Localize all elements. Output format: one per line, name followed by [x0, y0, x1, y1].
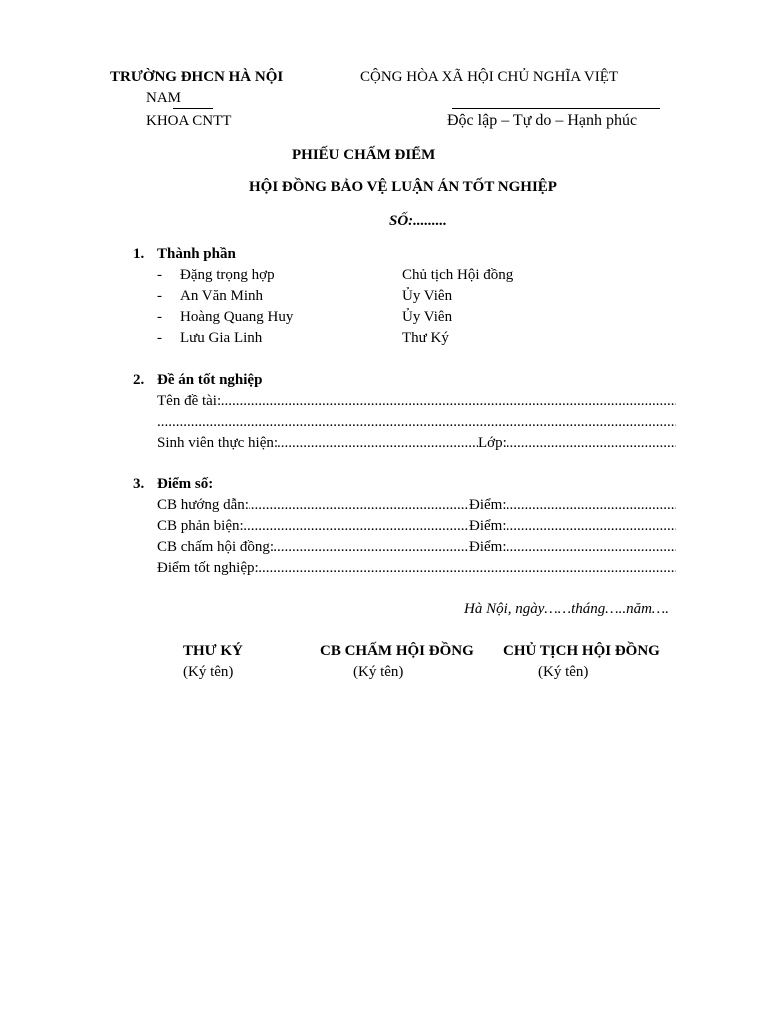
- school-name: TRƯỜNG ĐHCN HÀ NỘI: [110, 69, 284, 85]
- member-dash: -: [157, 288, 162, 304]
- section1-number: 1.: [133, 246, 145, 262]
- member-dash: -: [157, 267, 162, 283]
- section2-heading: Đề án tốt nghiệp: [157, 372, 263, 388]
- topic-label: Tên đề tài:: [157, 393, 222, 409]
- form-number: SỐ:.........: [389, 213, 447, 229]
- date-line: Hà Nội, ngày……tháng…..năm….: [464, 601, 670, 617]
- signature-secretary-title: THƯ KÝ: [183, 643, 243, 659]
- member-role: Ủy Viên: [402, 309, 453, 325]
- score-row-label: CB hướng dẫn:: [157, 497, 249, 513]
- member-role: Chủ tịch Hội đồng: [402, 267, 514, 283]
- signature-examiner-title: CB CHẤM HỘI ĐỒNG: [320, 643, 474, 659]
- nation-name-line1: CỘNG HÒA XÃ HỘI CHỦ NGHĨA VIỆT: [360, 69, 619, 85]
- topic-fill-line[interactable]: [157, 392, 676, 410]
- student-label: Sinh viên thực hiện:: [157, 435, 279, 451]
- signature-chair-note: (Ký tên): [538, 664, 589, 680]
- section3-number: 3.: [133, 476, 145, 492]
- council-title: HỘI ĐỒNG BẢO VỆ LUẬN ÁN TỐT NGHIỆP: [249, 179, 557, 195]
- signature-examiner-note: (Ký tên): [353, 664, 404, 680]
- section2-number: 2.: [133, 372, 145, 388]
- section1-heading: Thành phần: [157, 246, 236, 262]
- signature-secretary-note: (Ký tên): [183, 664, 234, 680]
- signature-chair-title: CHỦ TỊCH HỘI ĐỒNG: [503, 643, 660, 659]
- faculty-name: KHOA CNTT: [146, 113, 232, 129]
- final-score-label: Điểm tốt nghiệp:: [157, 560, 259, 576]
- topic-fill-line-2[interactable]: [157, 413, 676, 431]
- nation-name-line2: NAM: [146, 90, 182, 106]
- member-role: Ủy Viên: [402, 288, 453, 304]
- score-row-label: CB chấm hội đồng:: [157, 539, 275, 555]
- member-dash: -: [157, 309, 162, 325]
- nation-underline: [452, 108, 660, 109]
- form-title: PHIẾU CHẤM ĐIỂM: [292, 147, 436, 163]
- member-role: Thư Ký: [402, 330, 449, 346]
- score-row-label: CB phản biện:: [157, 518, 244, 534]
- score-label: Điểm:: [469, 497, 507, 513]
- motto: Độc lập – Tự do – Hạnh phúc: [447, 112, 638, 129]
- class-label: Lớp:: [478, 435, 507, 451]
- score-label: Điểm:: [469, 518, 507, 534]
- section3-heading: Điểm số:: [157, 476, 214, 492]
- member-name: Hoàng Quang Huy: [180, 309, 294, 325]
- member-name: Đặng trọng hợp: [180, 267, 275, 283]
- score-label: Điểm:: [469, 539, 507, 555]
- member-name: An Văn Minh: [180, 288, 264, 304]
- school-underline: [173, 108, 213, 109]
- member-dash: -: [157, 330, 162, 346]
- member-name: Lưu Gia Linh: [180, 330, 263, 346]
